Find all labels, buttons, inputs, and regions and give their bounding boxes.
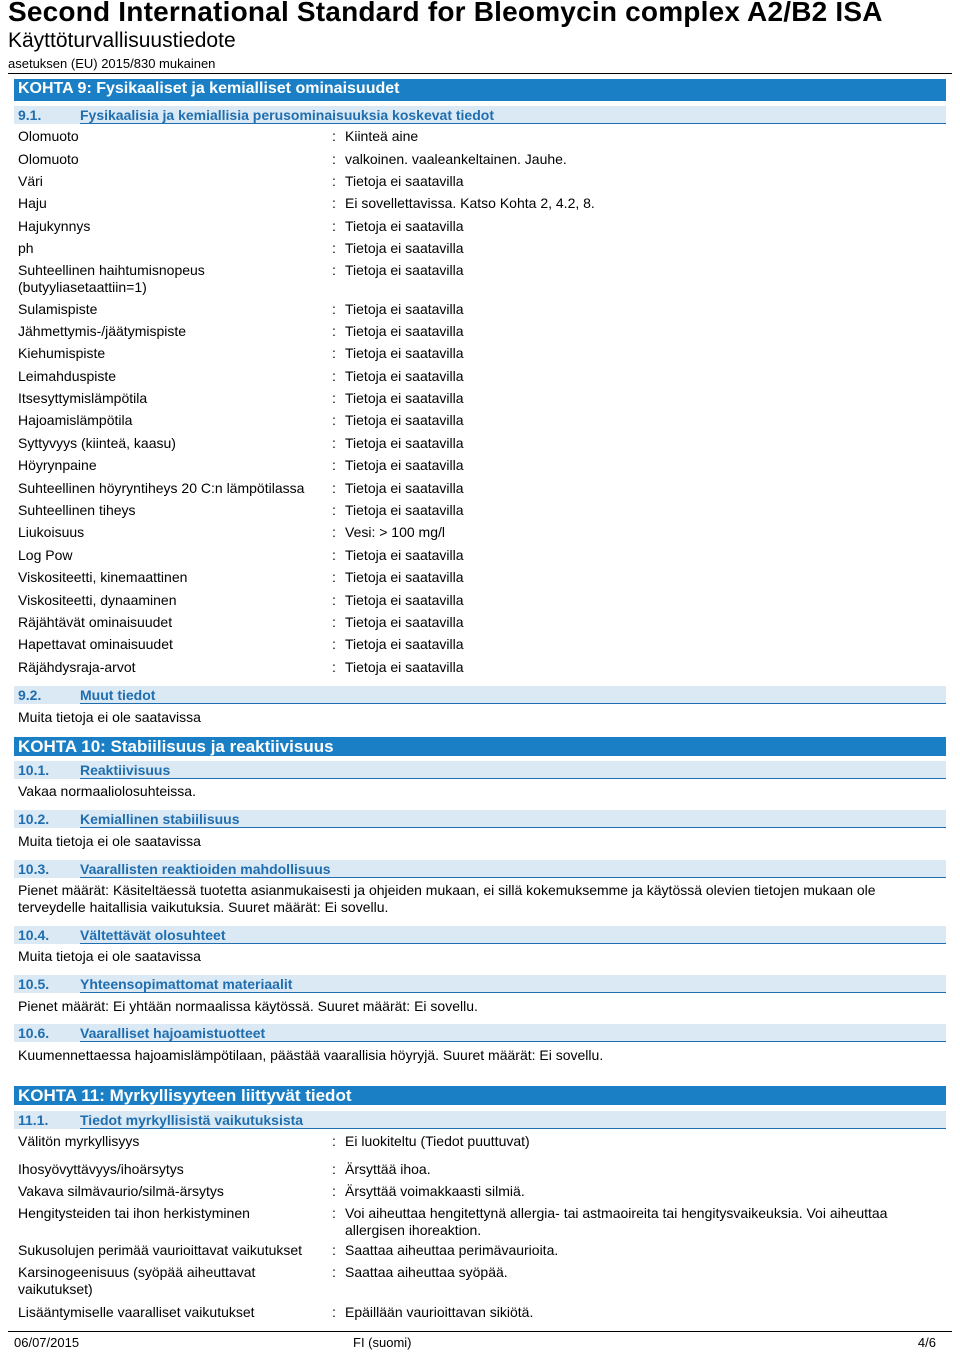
- property-colon: :: [332, 262, 336, 278]
- property-label: Hengitysteiden tai ihon herkistyminen: [18, 1205, 250, 1221]
- subsection-underline: [80, 123, 946, 124]
- property-label: Räjähdysraja-arvot: [18, 659, 136, 675]
- subsection-underline: [80, 992, 946, 993]
- subsection-text: Pienet määrät: Ei yhtään normaalissa käytössä. Suuret määrät: Ei sovellu.: [18, 998, 478, 1014]
- property-colon: :: [332, 502, 336, 518]
- subsection-text: Kuumennettaessa hajoamislämpötilaan, päästää vaarallisia höyryjä. Suuret määrät: Ei sovellu.: [18, 1047, 604, 1063]
- property-label: Olomuoto: [18, 151, 79, 167]
- property-label: Itsesyttymislämpötila: [18, 390, 148, 406]
- property-colon: :: [332, 1264, 336, 1280]
- property-label: Sukusolujen perimää vaurioittavat vaikutukset: [18, 1242, 303, 1258]
- property-value: Tietoja ei saatavilla: [345, 502, 464, 518]
- property-value: Tietoja ei saatavilla: [345, 218, 464, 234]
- subsection-10-2: [14, 810, 946, 828]
- footer-language: FI (suomi): [353, 1335, 412, 1350]
- property-value: Tietoja ei saatavilla: [345, 480, 464, 496]
- property-label: Vakava silmävaurio/silmä-ärsytys: [18, 1183, 224, 1199]
- property-label: Hajukynnys: [18, 218, 91, 234]
- property-colon: :: [332, 173, 336, 189]
- property-label: ph: [18, 240, 34, 256]
- subsection-underline: [80, 827, 946, 828]
- property-value: Ärsyttää ihoa.: [345, 1161, 431, 1177]
- subsection-text: Vakaa normaaliolosuhteissa.: [18, 783, 196, 799]
- subsection-title: Muut tiedot: [80, 687, 156, 703]
- property-value: Epäillään vaurioittavan sikiötä.: [345, 1304, 534, 1320]
- property-value: Tietoja ei saatavilla: [345, 547, 464, 563]
- property-colon: :: [332, 547, 336, 563]
- property-label: Suhteellinen haihtumisnopeus (butyyliasetaattiin=1): [18, 262, 205, 295]
- subsection-title: Fysikaalisia ja kemiallisia perusominaisuuksia koskevat tiedot: [80, 107, 494, 123]
- property-value: Tietoja ei saatavilla: [345, 412, 464, 428]
- property-value: Saattaa aiheuttaa syöpää.: [345, 1264, 508, 1280]
- property-colon: :: [332, 524, 336, 540]
- property-colon: :: [332, 1161, 336, 1177]
- property-label: Väri: [18, 173, 43, 189]
- property-value: Tietoja ei saatavilla: [345, 301, 464, 317]
- property-label: Karsinogeenisuus (syöpää aiheuttavat vaikutukset): [18, 1264, 256, 1297]
- property-value: Tietoja ei saatavilla: [345, 435, 464, 451]
- property-colon: :: [332, 614, 336, 630]
- subsection-9-2: [14, 686, 946, 704]
- property-value: Tietoja ei saatavilla: [345, 262, 464, 278]
- property-colon: :: [332, 345, 336, 361]
- subsection-number: 10.1.: [18, 762, 50, 778]
- property-label: Jähmettymis-/jäätymispiste: [18, 323, 187, 339]
- subsection-title: Tiedot myrkyllisistä vaikutuksista: [80, 1112, 304, 1128]
- property-label: Hapettavat ominaisuudet: [18, 636, 173, 652]
- property-colon: :: [332, 195, 336, 211]
- property-label: Sulamispiste: [18, 301, 98, 317]
- property-value: Saattaa aiheuttaa perimävaurioita.: [345, 1242, 559, 1258]
- property-value: Voi aiheuttaa hengitettynä allergia- tai astmaoireita tai hengitysvaikeuksia. Voi aiheuttaa allergisen ihoreaktion.: [345, 1205, 888, 1238]
- property-value: Tietoja ei saatavilla: [345, 457, 464, 473]
- property-colon: :: [332, 323, 336, 339]
- subsection-10-6: [14, 1024, 946, 1042]
- header-divider: [8, 73, 952, 74]
- property-value: Ei sovellettavissa. Katso Kohta 2, 4.2, 8.: [345, 195, 595, 211]
- subsection-title: Vaaralliset hajoamistuotteet: [80, 1025, 266, 1041]
- subsection-underline: [80, 1128, 946, 1129]
- property-value: Tietoja ei saatavilla: [345, 659, 464, 675]
- subsection-10-3: [14, 860, 946, 878]
- subsection-underline: [80, 877, 946, 878]
- property-value: Tietoja ei saatavilla: [345, 390, 464, 406]
- property-label: Liukoisuus: [18, 524, 85, 540]
- property-colon: :: [332, 435, 336, 451]
- subsection-number: 10.3.: [18, 861, 50, 877]
- property-colon: :: [332, 636, 336, 652]
- property-colon: :: [332, 1205, 336, 1221]
- property-value: Tietoja ei saatavilla: [345, 368, 464, 384]
- section-9-heading: KOHTA 9: Fysikaaliset ja kemialliset ominaisuudet: [14, 79, 946, 101]
- subsection-11-1: [14, 1111, 946, 1129]
- subsection-title: Yhteensopimattomat materiaalit: [80, 976, 293, 992]
- subsection-text: Muita tietoja ei ole saatavissa: [18, 948, 201, 964]
- property-label: Ihosyövyttävyys/ihoärsytys: [18, 1161, 184, 1177]
- document-subtitle: Käyttöturvallisuustiedote: [8, 29, 236, 52]
- property-value: Tietoja ei saatavilla: [345, 569, 464, 585]
- property-colon: :: [332, 1242, 336, 1258]
- property-value: Kiinteä aine: [345, 128, 419, 144]
- subsection-number: 11.1.: [18, 1112, 49, 1128]
- property-label: Viskositeetti, kinemaattinen: [18, 569, 188, 585]
- property-colon: :: [332, 128, 336, 144]
- property-label: Olomuoto: [18, 128, 79, 144]
- property-label: Syttyvyys (kiinteä, kaasu): [18, 435, 176, 451]
- property-value: Tietoja ei saatavilla: [345, 173, 464, 189]
- subsection-number: 10.5.: [18, 976, 50, 992]
- property-colon: :: [332, 569, 336, 585]
- section-11-heading: KOHTA 11: Myrkyllisyyteen liittyvät tiedot: [14, 1086, 946, 1105]
- subsection-number: 10.6.: [18, 1025, 50, 1041]
- subsection-number: 10.2.: [18, 811, 50, 827]
- property-value: Ärsyttää voimakkaasti silmiä.: [345, 1183, 525, 1199]
- subsection-underline: [80, 778, 946, 779]
- subsection-10-4: [14, 926, 946, 944]
- subsection-number: 9.1.: [18, 107, 42, 123]
- property-colon: :: [332, 1304, 336, 1320]
- regulation-note: asetuksen (EU) 2015/830 mukainen: [8, 56, 216, 71]
- property-value: Tietoja ei saatavilla: [345, 592, 464, 608]
- property-label: Hajoamislämpötila: [18, 412, 133, 428]
- property-colon: :: [332, 480, 336, 496]
- property-colon: :: [332, 1183, 336, 1199]
- property-label: Viskositeetti, dynaaminen: [18, 592, 177, 608]
- property-colon: :: [332, 390, 336, 406]
- footer-divider: [8, 1331, 952, 1332]
- subsection-number: 10.4.: [18, 927, 50, 943]
- property-label: Leimahduspiste: [18, 368, 117, 384]
- subsection-title: Vältettävät olosuhteet: [80, 927, 226, 943]
- property-label: Suhteellinen höyryntiheys 20 C:n lämpötilassa: [18, 480, 305, 496]
- subsection-title: Kemiallinen stabiilisuus: [80, 811, 240, 827]
- property-colon: :: [332, 412, 336, 428]
- property-colon: :: [332, 218, 336, 234]
- property-colon: :: [332, 1133, 336, 1149]
- property-label: Kiehumispiste: [18, 345, 106, 361]
- property-label: Haju: [18, 195, 47, 211]
- footer-date: 06/07/2015: [14, 1335, 80, 1350]
- property-value: Tietoja ei saatavilla: [345, 345, 464, 361]
- property-colon: :: [332, 368, 336, 384]
- property-label: Lisääntymiselle vaaralliset vaikutukset: [18, 1304, 255, 1320]
- subsection-number: 9.2.: [18, 687, 42, 703]
- property-value: Ei luokiteltu (Tiedot puuttuvat): [345, 1133, 530, 1149]
- subsection-underline: [80, 1041, 946, 1042]
- subsection-underline: [80, 703, 946, 704]
- subsection-text: Pienet määrät: Käsiteltäessä tuotetta asianmukaisesti ja ohjeiden mukaan, ei sillä kokemuksemme ja käytössä olevien tietojen mukaan ole terveydelle haitallisia vaikutuksia. Suuret määrät: Ei sovellu.: [18, 882, 876, 915]
- subsection-title: Reaktiivisuus: [80, 762, 171, 778]
- property-label: Räjähtävät ominaisuudet: [18, 614, 173, 630]
- property-label: Suhteellinen tiheys: [18, 502, 136, 518]
- property-value: Vesi: > 100 mg/l: [345, 524, 446, 540]
- property-value: Tietoja ei saatavilla: [345, 614, 464, 630]
- subsection-text: Muita tietoja ei ole saatavissa: [18, 833, 201, 849]
- property-colon: :: [332, 592, 336, 608]
- property-colon: :: [332, 301, 336, 317]
- subsection-title: Vaarallisten reaktioiden mahdollisuus: [80, 861, 331, 877]
- property-value: Tietoja ei saatavilla: [345, 636, 464, 652]
- property-label: Höyrynpaine: [18, 457, 97, 473]
- property-value: Tietoja ei saatavilla: [345, 240, 464, 256]
- property-colon: :: [332, 151, 336, 167]
- subsection-underline: [80, 943, 946, 944]
- section-10-heading: KOHTA 10: Stabiilisuus ja reaktiivisuus: [14, 737, 946, 756]
- footer-page-number: 4/6: [917, 1335, 936, 1350]
- subsection-text: Muita tietoja ei ole saatavissa: [18, 709, 201, 725]
- document-title: Second International Standard for Bleomycin complex A2/B2 ISA: [8, 0, 883, 27]
- property-label: Välitön myrkyllisyys: [18, 1133, 140, 1149]
- property-value: valkoinen. vaaleankeltainen. Jauhe.: [345, 151, 567, 167]
- property-colon: :: [332, 457, 336, 473]
- property-colon: :: [332, 240, 336, 256]
- subsection-10-5: [14, 975, 946, 993]
- property-colon: :: [332, 659, 336, 675]
- property-value: Tietoja ei saatavilla: [345, 323, 464, 339]
- subsection-9-1: [14, 106, 946, 124]
- subsection-10-1: [14, 761, 946, 779]
- property-label: Log Pow: [18, 547, 73, 563]
